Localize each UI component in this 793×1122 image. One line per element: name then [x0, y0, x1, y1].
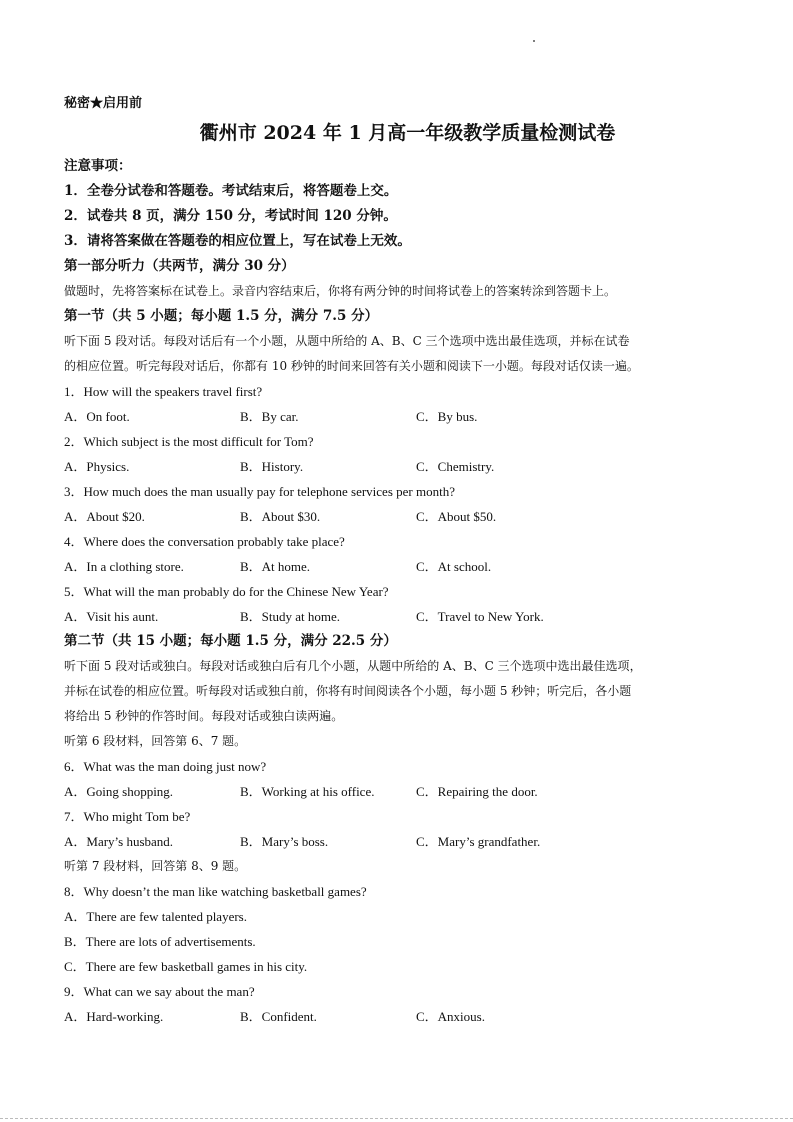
question-2: 2．Which subject is the most difficult for Tom?: [64, 434, 314, 449]
section1-instruction-line-1: 听下面 5 段对话。每段对话后有一个小题，从题中所给的 A、B、C 三个选项中选出最佳选项，并标在试卷: [64, 334, 630, 348]
option-4b: B．At home.: [240, 559, 311, 574]
option-4c: C．At school.: [416, 559, 492, 574]
option-7a: A．Mary’s husband.: [64, 834, 174, 849]
question-8: 8．Why doesn’t the man like watching basketball games?: [64, 884, 367, 899]
option-2c: C．Chemistry.: [416, 459, 495, 474]
section2-heading: 第二节（共 15 小题；每小题 1.5 分，满分 22.5 分）: [64, 633, 397, 649]
option-9c: C．Anxious.: [416, 1009, 485, 1024]
option-5c: C．Travel to New York.: [416, 609, 544, 624]
section2-instruction-line-2: 并标在试卷的相应位置。听每段对话或独白前，你将有时间阅读各个小题，每小题 5 秒钟；听完后，各小题: [64, 684, 632, 698]
option-3c: C．About $50.: [416, 509, 497, 524]
options-7: [64, 829, 729, 854]
material-7-note: 听第 7 段材料，回答第 8、9 题。: [64, 859, 247, 873]
scan-dot: [533, 40, 535, 42]
option-1c: C．By bus.: [416, 409, 478, 424]
material-6-note: 听第 6 段材料，回答第 6、7 题。: [64, 734, 247, 748]
option-9a: A．Hard-working.: [64, 1009, 164, 1024]
exam-page: [64, 92, 729, 1029]
notes-heading: 注意事项：: [64, 158, 132, 174]
question-5: 5．What will the man probably do for the Chinese New Year?: [64, 584, 389, 599]
option-2b: B．History.: [240, 459, 304, 474]
option-8a: A．There are few talented players.: [64, 909, 247, 924]
option-7c: C．Mary’s grandfather.: [416, 834, 541, 849]
options-6: [64, 779, 729, 804]
options-5: [64, 604, 729, 629]
page-title: 衢州市 2024 年 1 月高一年级教学质量检测试卷: [199, 122, 616, 144]
option-3a: A．About $20.: [64, 509, 145, 524]
option-6c: C．Repairing the door.: [416, 784, 538, 799]
note-item-1: 1．全卷分试卷和答题卷。考试结束后，将答题卷上交。: [64, 183, 398, 199]
option-6b: B．Working at his office.: [240, 784, 375, 799]
question-6: 6．What was the man doing just now?: [64, 759, 267, 774]
options-1: [64, 404, 729, 429]
question-1: 1．How will the speakers travel first?: [64, 384, 263, 399]
note-item-3: 3．请将答案做在答题卷的相应位置上，写在试卷上无效。: [64, 233, 411, 249]
part1-heading: 第一部分听力（共两节，满分 30 分）: [64, 258, 295, 274]
note-item-2: 2．试卷共 8 页，满分 150 分，考试时间 120 分钟。: [64, 208, 397, 224]
options-4: [64, 554, 729, 579]
option-8b: B．There are lots of advertisements.: [64, 934, 256, 949]
section1-instruction-line-2: 的相应位置。听完每段对话后，你都有 10 秒钟的时间来回答有关小题和阅读下一小题。每段对话仅读一遍。: [64, 359, 639, 373]
options-2: [64, 454, 729, 479]
page-bottom-rule: [0, 1118, 793, 1119]
question-7: 7．Who might Tom be?: [64, 809, 191, 824]
question-9: 9．What can we say about the man?: [64, 984, 255, 999]
option-8c: C．There are few basketball games in his city.: [64, 959, 308, 974]
part1-instruction: 做题时，先将答案标在试卷上。录音内容结束后，你将有两分钟的时间将试卷上的答案转涂到答题卡上。: [64, 284, 617, 298]
section2-instruction-line-1: 听下面 5 段对话或独白。每段对话或独白后有几个小题，从题中所给的 A、B、C 三个选项中选出最佳选项，: [64, 659, 642, 673]
option-2a: A．Physics.: [64, 459, 130, 474]
option-5a: A．Visit his aunt.: [64, 609, 159, 624]
section2-instruction-line-3: 将给出 5 秒钟的作答时间。每段对话或独白读两遍。: [64, 709, 344, 723]
section1-heading: 第一节（共 5 小题；每小题 1.5 分，满分 7.5 分）: [64, 308, 379, 324]
options-3: [64, 504, 729, 529]
option-4a: A．In a clothing store.: [64, 559, 184, 574]
option-6a: A．Going shopping.: [64, 784, 174, 799]
option-1a: A．On foot.: [64, 409, 130, 424]
secret-mark: 秘密★启用前: [64, 96, 143, 111]
options-9: [64, 1004, 729, 1029]
option-3b: B．About $30.: [240, 509, 321, 524]
question-3: 3．How much does the man usually pay for telephone services per month?: [64, 484, 455, 499]
option-7b: B．Mary’s boss.: [240, 834, 329, 849]
option-9b: B．Confident.: [240, 1009, 317, 1024]
option-1b: B．By car.: [240, 409, 299, 424]
option-5b: B．Study at home.: [240, 609, 341, 624]
question-4: 4．Where does the conversation probably take place?: [64, 534, 345, 549]
